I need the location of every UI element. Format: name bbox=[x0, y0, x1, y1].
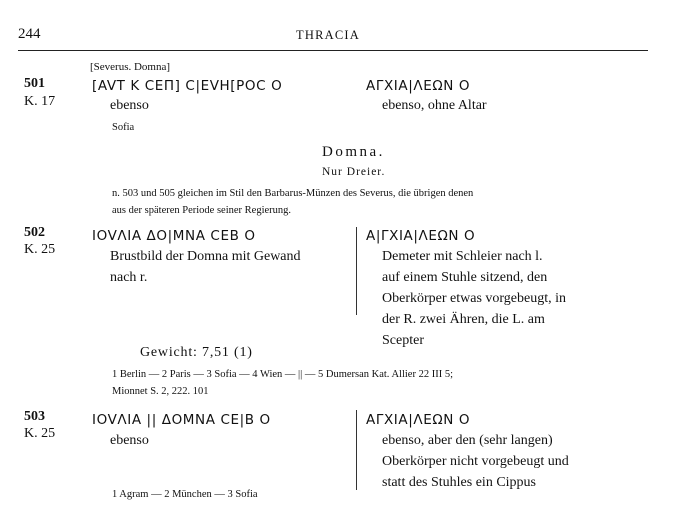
reverse-description-line: auf einem Stuhle sitzend, den bbox=[382, 270, 548, 285]
column-divider bbox=[356, 227, 357, 315]
entry-ref: K. 25 bbox=[24, 242, 56, 257]
provenance-line: Mionnet S. 2, 222. 101 bbox=[112, 386, 209, 397]
reverse-legend: AΓXIA|ΛEΩN O bbox=[366, 78, 471, 94]
reverse-description-line: Scepter bbox=[382, 333, 424, 348]
weight: Gewicht: 7,51 (1) bbox=[140, 345, 253, 360]
reverse-description-line: Oberkörper nicht vorgebeugt und bbox=[382, 454, 569, 469]
reverse-description-line: ebenso, aber den (sehr langen) bbox=[382, 433, 553, 448]
reverse-description-line: statt des Stuhles ein Cippus bbox=[382, 475, 536, 490]
page-number: 244 bbox=[18, 26, 41, 42]
reverse-legend: A|ΓXIA|ΛEΩN O bbox=[366, 228, 476, 244]
entry-ref: K. 17 bbox=[24, 94, 56, 109]
section-subtitle: Nur Dreier. bbox=[322, 166, 386, 178]
section-note-line: aus der späteren Periode seiner Regierung. bbox=[112, 205, 292, 216]
section-note: [Severus. Domna] bbox=[90, 61, 171, 73]
reverse-description: ebenso, ohne Altar bbox=[382, 98, 487, 113]
obverse-legend: IOVΛIA || ΔOMNA CE|B O bbox=[92, 412, 271, 428]
column-divider bbox=[356, 410, 357, 490]
obverse-description: ebenso bbox=[110, 98, 149, 113]
reverse-description-line: der R. zwei Ähren, die L. am bbox=[382, 312, 545, 327]
entry-ref: K. 25 bbox=[24, 426, 56, 441]
obverse-description: ebenso bbox=[110, 433, 149, 448]
section-title: Domna. bbox=[322, 144, 385, 160]
entry-number: 502 bbox=[24, 225, 45, 240]
running-title: THRACIA bbox=[296, 28, 360, 42]
obverse-legend: IOVΛIA ΔO|MNA CEB O bbox=[92, 228, 256, 244]
obverse-description-line: nach r. bbox=[110, 270, 148, 285]
obverse-legend: [AVT K CEΠ] C|EVH[POC O bbox=[92, 78, 283, 94]
header-rule bbox=[18, 50, 648, 51]
reverse-legend: AΓXIA|ΛEΩN O bbox=[366, 412, 471, 428]
entry-number: 501 bbox=[24, 76, 45, 91]
provenance-line: 1 Berlin — 2 Paris — 3 Sofia — 4 Wien — || — 5 Dumersan Kat. Allier 22 III 5; bbox=[112, 369, 453, 380]
provenance: Sofia bbox=[112, 122, 135, 133]
entry-number: 503 bbox=[24, 409, 45, 424]
section-note-line: n. 503 und 505 gleichen im Stil den Barbarus-Münzen des Severus, die übrigen denen bbox=[112, 188, 474, 199]
obverse-description-line: Brustbild der Domna mit Gewand bbox=[110, 249, 301, 264]
reverse-description-line: Oberkörper etwas vorgebeugt, in bbox=[382, 291, 567, 306]
reverse-description-line: Demeter mit Schleier nach l. bbox=[382, 249, 543, 264]
provenance: 1 Agram — 2 München — 3 Sofia bbox=[112, 489, 258, 500]
